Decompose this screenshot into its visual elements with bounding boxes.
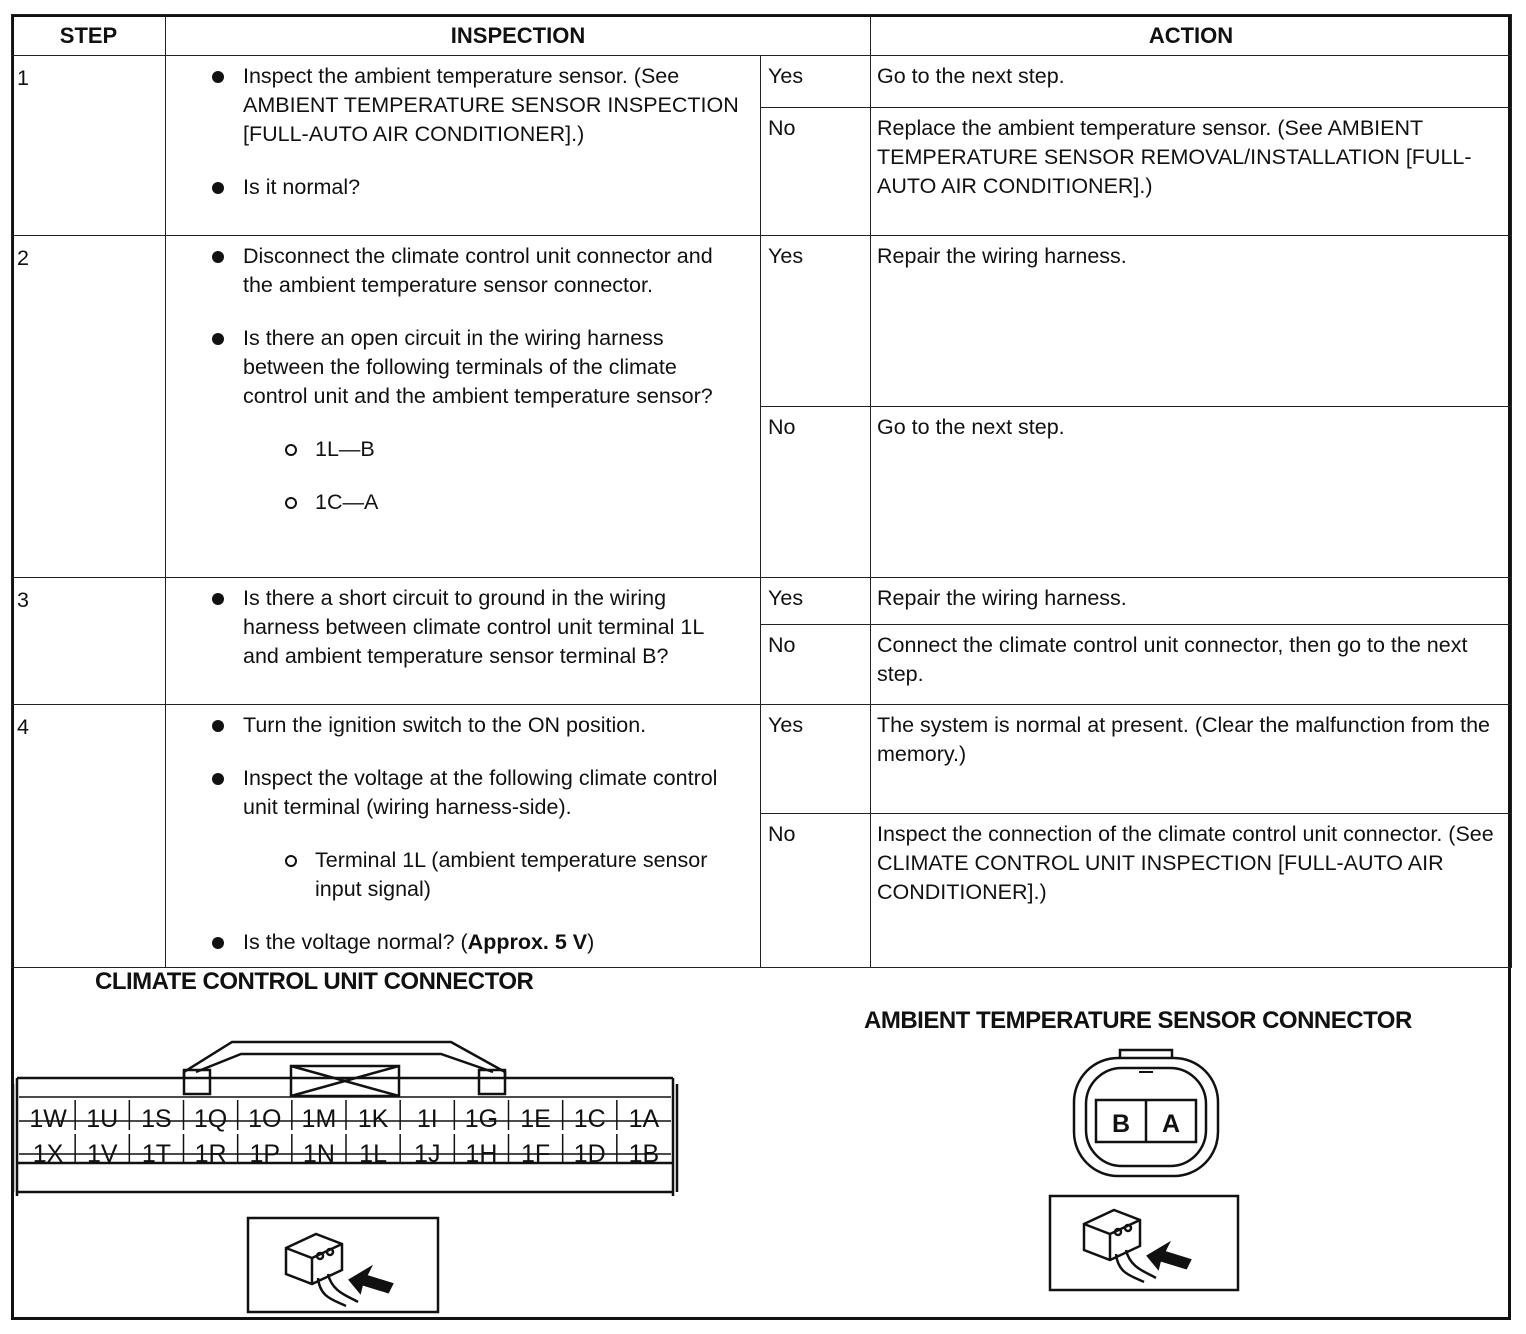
terminal-label: 1N [302,1140,335,1168]
procedure-table [11,14,1512,968]
inspection-text: Is it normal? [243,175,361,199]
yes-label: Yes [761,705,871,814]
climate-connector-title: CLIMATE CONTROL UNIT CONNECTOR [95,968,534,995]
no-action: Replace the ambient temperature sensor. (See AMBIENT TEMPERATURE SENSOR REMOVAL/INSTALLATION [FULL-AUTO AIR CONDITIONER].) [871,108,1512,236]
terminal-label: 1K [357,1105,389,1133]
inspection-text: Is there a short circuit to ground in the wiring harness between climate control unit terminal 1L and ambient temperature sensor terminal B? [243,586,704,668]
spec-value: Approx. 5 V [467,930,588,954]
inspection-header: INSPECTION [166,15,871,56]
terminal-label: 1I [416,1105,438,1133]
inspection-cell [166,236,761,578]
sub-item: 1L—B [285,435,740,464]
terminal-label: 1W [29,1105,67,1133]
no-label: No [761,407,871,578]
yes-action: Repair the wiring harness. [871,236,1512,407]
no-action: Go to the next step. [871,407,1512,578]
inspection-text: Disconnect the climate control unit connector and the ambient temperature sensor connector. [243,244,713,297]
no-action: Inspect the connection of the climate control unit connector. (See CLIMATE CONTROL UNIT INSPECTION [FULL-AUTO AIR CONDITIONER].) [871,813,1512,967]
sub-list [243,846,740,904]
connector-drawings [11,960,1511,1320]
inspection-item [212,928,740,957]
inspection-item [212,711,740,740]
sub-item: Terminal 1L (ambient temperature sensor input signal) [285,846,740,904]
inspection-item [212,764,740,904]
step-row [12,578,1512,625]
harness-icon-climate [248,1218,438,1312]
no-action: Connect the climate control unit connector, then go to the next step. [871,625,1512,705]
harness-icon-sensor [1050,1196,1238,1290]
terminal-label: 1J [414,1140,441,1168]
terminal-label: 1A [628,1105,660,1133]
yes-label: Yes [761,578,871,625]
terminal-label: 1E [520,1105,551,1133]
yes-action: Go to the next step. [871,56,1512,108]
terminal-label: 1M [301,1105,337,1133]
terminal-label: 1C [573,1105,606,1133]
terminal-label: 1R [194,1140,227,1168]
inspection-cell [166,578,761,705]
terminal-label: 1G [464,1105,499,1133]
terminal-label: 1V [86,1140,118,1168]
terminal-label: 1T [141,1140,172,1168]
inspection-text: Turn the ignition switch to the ON position. [243,713,647,737]
inspection-item [212,242,740,300]
step-row [12,705,1512,814]
header-row [12,15,1512,56]
no-label: No [761,625,871,705]
terminal-label: 1S [141,1105,172,1133]
terminal-label: 1X [32,1140,64,1168]
inspection-item [212,173,740,202]
no-label: No [761,813,871,967]
terminal-label: 1B [628,1140,660,1168]
step-row [12,56,1512,108]
sub-item: 1C—A [285,488,740,517]
sensor-terminal-label: B [1111,1110,1131,1138]
inspection-item [212,324,740,517]
terminal-label: 1F [520,1140,551,1168]
inspection-item [212,584,740,671]
step-header: STEP [12,15,166,56]
yes-action: The system is normal at present. (Clear the malfunction from the memory.) [871,705,1512,814]
inspection-item [212,62,740,149]
terminal-label: 1L [359,1140,387,1168]
inspection-text: Inspect the ambient temperature sensor. (See AMBIENT TEMPERATURE SENSOR INSPECTION [FULL-AUTO AIR CONDITIONER].) [243,64,739,146]
inspection-cell [166,56,761,236]
terminal-label: 1O [248,1105,282,1133]
step-number: 1 [12,56,166,236]
yes-action: Repair the wiring harness. [871,578,1512,625]
terminal-label: 1P [249,1140,281,1168]
inspection-text-tail: ) [587,930,595,954]
connector-diagrams [11,960,1511,1320]
yes-label: Yes [761,56,871,108]
terminal-label: 1D [573,1140,606,1168]
terminal-label: 1H [465,1140,498,1168]
terminal-label: 1U [86,1105,119,1133]
action-header: ACTION [871,15,1512,56]
sensor-connector-body [1074,1050,1218,1176]
sensor-terminal-label: A [1161,1110,1181,1138]
step-number: 4 [12,705,166,968]
step-number: 3 [12,578,166,705]
terminal-label: 1Q [193,1105,228,1133]
step-number: 2 [12,236,166,578]
sensor-connector-title: AMBIENT TEMPERATURE SENSOR CONNECTOR [864,1007,1412,1034]
no-label: No [761,108,871,236]
step-row [12,236,1512,407]
inspection-text: Is the voltage normal? ( [243,930,468,954]
sub-list [243,435,740,517]
inspection-text: Is there an open circuit in the wiring harness between the following terminals of the climate control unit and the ambient temperature sensor? [243,326,713,408]
yes-label: Yes [761,236,871,407]
inspection-cell [166,705,761,968]
inspection-text: Inspect the voltage at the following climate control unit terminal (wiring harness-side). [243,766,718,819]
